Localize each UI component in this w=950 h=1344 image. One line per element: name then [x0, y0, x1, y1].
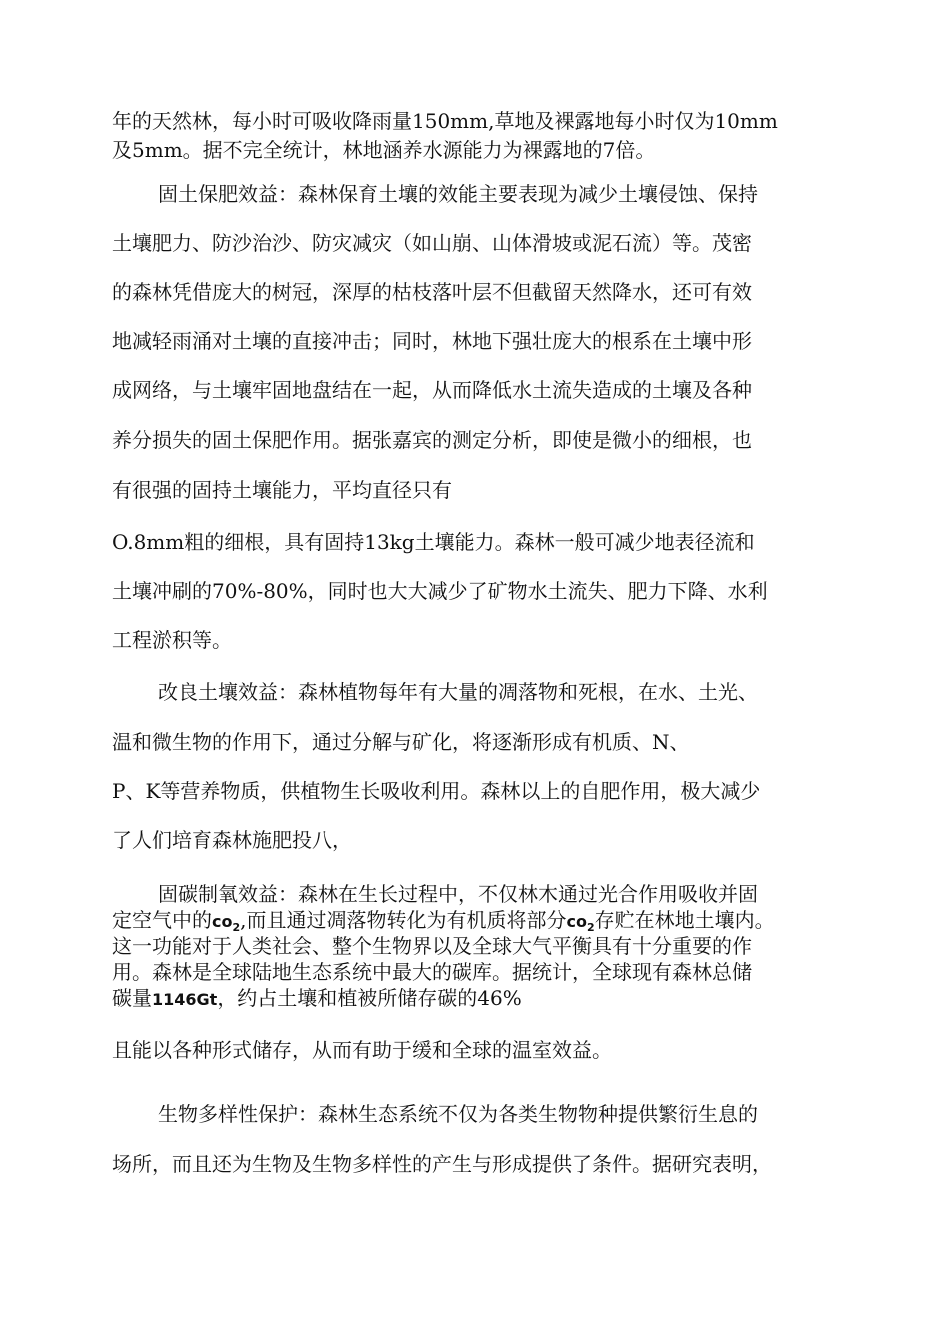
paragraph-line: 年的天然林，每小时可吸收降雨量150mm,草地及裸露地每小时仅为10mm: [112, 109, 778, 133]
text-span: 定空气中的: [112, 908, 212, 932]
paragraph-line: 改良土壤效益：森林植物每年有大量的凋落物和死根，在水、土光、: [158, 680, 758, 704]
paragraph-line: 的森林凭借庞大的树冠，深厚的枯枝落叶层不但截留天然降水，还可有效: [112, 280, 752, 304]
paragraph-line: 土壤冲刷的70%-80%，同时也大大减少了矿物水土流失、肥力下降、水利: [112, 579, 768, 603]
carbon-amount: 1146Gt: [152, 990, 218, 1009]
co-text: co: [212, 912, 233, 931]
subscript-2: 2: [232, 921, 241, 935]
text-span: 碳量: [112, 986, 152, 1010]
paragraph-line: 温和微生物的作用下，通过分解与矿化，将逐渐形成有机质、N、: [112, 730, 690, 754]
paragraph-line: 有很强的固持土壤能力，平均直径只有: [112, 478, 452, 502]
co-text: co: [566, 912, 587, 931]
co2-formula: [212, 912, 241, 935]
paragraph-line: P、K等营养物质，供植物生长吸收利用。森林以上的自肥作用，极大减少: [112, 779, 761, 803]
paragraph-line: 养分损失的固土保肥作用。据张嘉宾的测定分析，即使是微小的细根，也: [112, 428, 752, 452]
paragraph-line: 固碳制氧效益：森林在生长过程中，不仅林木通过光合作用吸收并固: [158, 882, 758, 906]
subscript-2: 2: [586, 921, 595, 935]
paragraph-line: O.8mm粗的细根，具有固持13kg土壤能力。森林一般可减少地表径流和: [112, 530, 755, 554]
paragraph-line: 场所，而且还为生物及生物多样性的产生与形成提供了条件。据研究表明，: [112, 1152, 772, 1176]
paragraph-line: 用。森林是全球陆地生态系统中最大的碳库。据统计，全球现有森林总储: [112, 960, 752, 984]
paragraph-line: 了人们培育森林施肥投八，: [112, 828, 352, 852]
paragraph-line: 及5mm。据不完全统计，林地涵养水源能力为裸露地的7倍。: [112, 138, 656, 162]
text-span: ，约占土壤和植被所储存碳的46%: [217, 986, 522, 1010]
paragraph-line: 这一功能对于人类社会、整个生物界以及全球大气平衡具有十分重要的作: [112, 934, 752, 958]
paragraph-line: 成网络，与土壤牢固地盘结在一起，从而降低水土流失造成的土壤及各种: [112, 378, 752, 402]
text-span: 存贮在林地土壤内。: [594, 908, 775, 932]
paragraph-line: 工程淤积等。: [112, 628, 232, 652]
paragraph-line: [112, 985, 522, 1013]
paragraph-line: 地减轻雨涌对土壤的直接冲击；同时，林地下强壮庞大的根系在土壤中形: [112, 329, 752, 353]
co2-formula: [566, 912, 595, 935]
paragraph-line: 且能以各种形式储存，从而有助于缓和全球的温室效益。: [112, 1038, 612, 1062]
paragraph-line: 固土保肥效益：森林保育土壤的效能主要表现为减少土壤侵蚀、保持: [158, 182, 758, 206]
paragraph-line: 土壤肥力、防沙治沙、防灾减灾（如山崩、山体滑坡或泥石流）等。茂密: [112, 231, 752, 255]
text-span: ,而且通过凋落物转化为有机质将部分: [240, 908, 567, 932]
paragraph-line: 生物多样性保护：森林生态系统不仅为各类生物物种提供繁衍生息的: [158, 1102, 758, 1126]
